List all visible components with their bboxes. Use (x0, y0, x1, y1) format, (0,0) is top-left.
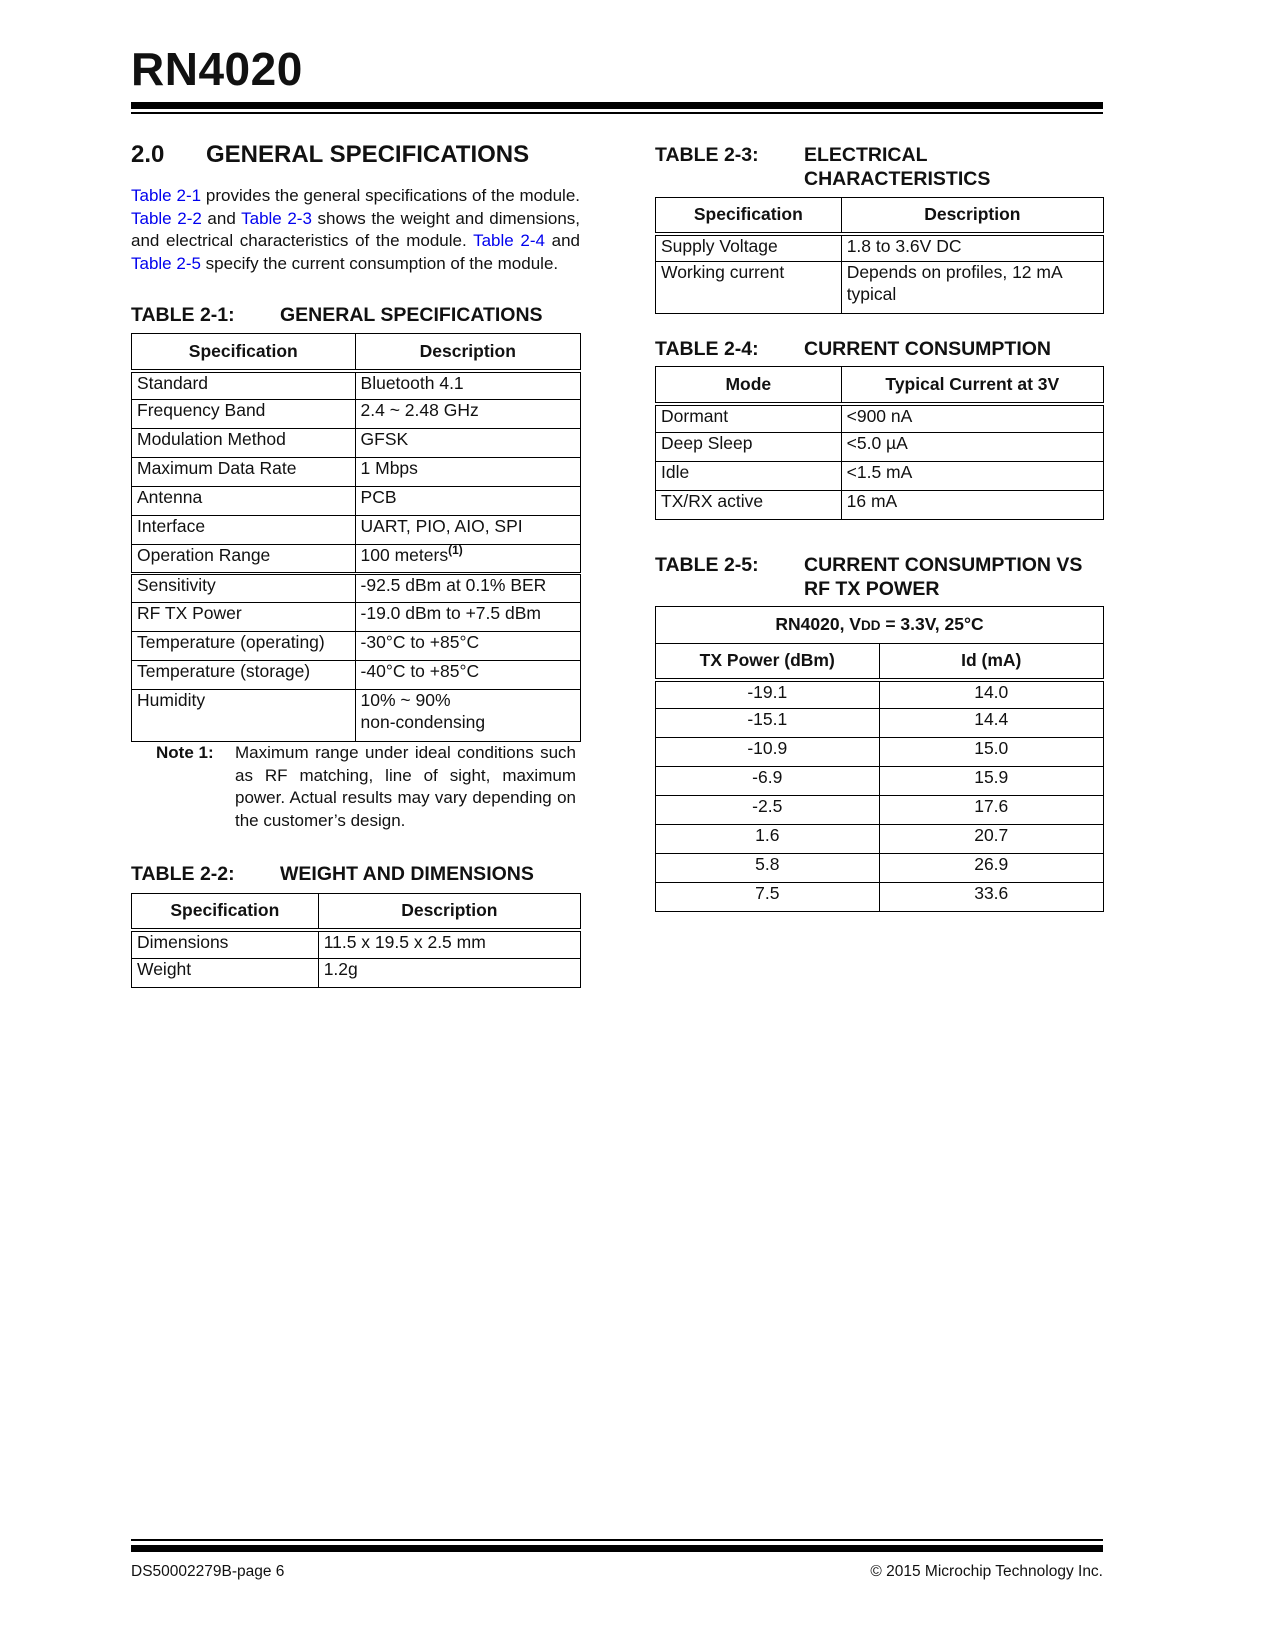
table-cell: -15.1 (656, 709, 880, 738)
table-cell (841, 262, 1103, 314)
table-cell: Weight (132, 959, 319, 988)
intro-text: and (201, 208, 242, 228)
table-cell: Interface (132, 516, 356, 545)
table-cell: -92.5 dBm at 0.1% BER (355, 574, 580, 603)
column-header: Description (355, 334, 580, 371)
footer-rule-thin (131, 1539, 1103, 1541)
table-2-5-caption (655, 553, 1104, 603)
table-2-2-caption (131, 862, 580, 888)
table-row (656, 491, 1104, 520)
intro-text: specify the current consumption of the module. (200, 253, 559, 273)
table-cell: 14.4 (879, 709, 1103, 738)
intro-text: and (544, 231, 581, 250)
table-cell: -19.0 dBm to +7.5 dBm (355, 603, 580, 632)
table-cell: 14.0 (879, 680, 1103, 709)
table-cell: Supply Voltage (656, 234, 842, 262)
table-cell: Maximum Data Rate (132, 458, 356, 487)
table-cell: Temperature (storage) (132, 661, 356, 690)
table-2-3-caption (655, 143, 1104, 193)
table-cell: 1.2g (318, 959, 580, 988)
footnote-ref[interactable]: (1) (448, 543, 463, 558)
table-cell: Deep Sleep (656, 433, 842, 462)
table-row (132, 516, 581, 545)
table-cell: Dimensions (132, 930, 319, 959)
intro-text: provides the general specifications of the module. (201, 186, 580, 205)
table-cell: 2.4 ~ 2.48 GHz (355, 400, 580, 429)
title-line: CHARACTERISTICS (804, 168, 991, 190)
footer-copyright: © 2015 Microchip Technology Inc. (870, 1563, 1103, 1580)
section-heading (131, 141, 529, 169)
table-row (132, 574, 581, 603)
table-cell: Temperature (operating) (132, 632, 356, 661)
cell-text: 10% ~ 90% (360, 690, 451, 710)
column-header: Description (318, 894, 580, 930)
note-text: Maximum range under ideal conditions such as RF matching, line of sight, maximum power. Actual results may vary depending on the customer’s design. (235, 743, 576, 830)
table-2-1 (131, 333, 581, 742)
table-row (132, 545, 581, 574)
table-cell: -6.9 (656, 767, 880, 796)
table-label: TABLE 2-2: (131, 863, 235, 885)
condition-header (656, 607, 1104, 644)
table-row (656, 709, 1104, 738)
table-cell: 26.9 (879, 854, 1103, 883)
table-cell: 15.9 (879, 767, 1103, 796)
table-cell: Operation Range (132, 545, 356, 574)
table-row (656, 796, 1104, 825)
table-cell: <1.5 mA (841, 462, 1103, 491)
table-header-row (132, 334, 581, 371)
cell-text: Depends on profiles, 12 mA (846, 262, 1063, 282)
table-row (656, 738, 1104, 767)
table-row (656, 234, 1104, 262)
link-table-2-5[interactable]: Table 2-5 (131, 253, 201, 273)
table-title (804, 143, 990, 191)
table-cell: 33.6 (879, 883, 1103, 912)
table-row (132, 661, 581, 690)
table-cell: Standard (132, 371, 356, 400)
table-row (656, 462, 1104, 491)
table-row (132, 959, 581, 988)
table-label: TABLE 2-5: (655, 554, 759, 576)
table-cell: 11.5 x 19.5 x 2.5 mm (318, 930, 580, 959)
table-cell: Frequency Band (132, 400, 356, 429)
table-cell: -40°C to +85°C (355, 661, 580, 690)
table-row (132, 487, 581, 516)
table-cell: 1.8 to 3.6V DC (841, 234, 1103, 262)
table-row (656, 404, 1104, 433)
table-cell: -19.1 (656, 680, 880, 709)
table-row (656, 680, 1104, 709)
table-header-row (656, 644, 1104, 680)
table-cell: 1.6 (656, 825, 880, 854)
table-cell: Antenna (132, 487, 356, 516)
table-title (804, 553, 1082, 601)
title-line: RF TX POWER (804, 578, 940, 600)
table-cell: 16 mA (841, 491, 1103, 520)
table-row (656, 767, 1104, 796)
table-cell (355, 545, 580, 574)
column-header: Typical Current at 3V (841, 367, 1103, 404)
table-row (132, 632, 581, 661)
table-row (656, 883, 1104, 912)
table-row (132, 429, 581, 458)
link-table-2-1[interactable]: Table 2-1 (131, 186, 202, 205)
cell-text: typical (846, 283, 897, 304)
table-cell: Bluetooth 4.1 (355, 371, 580, 400)
table-cell: <5.0 µA (841, 433, 1103, 462)
table-row (132, 690, 581, 742)
table-cell: 17.6 (879, 796, 1103, 825)
table-cell: 20.7 (879, 825, 1103, 854)
table-header-row (656, 367, 1104, 404)
table-row (656, 433, 1104, 462)
table-cell: Working current (656, 262, 842, 314)
cell-text: non-condensing (360, 711, 486, 732)
link-table-2-4[interactable]: Table 2-4 (473, 231, 545, 250)
table-label: TABLE 2-4: (655, 338, 759, 360)
column-header: Id (mA) (879, 644, 1103, 680)
table-row (656, 825, 1104, 854)
table-2-3 (655, 197, 1104, 314)
footer-rule-thick (131, 1545, 1103, 1552)
table-row (656, 262, 1104, 314)
table-cell: -10.9 (656, 738, 880, 767)
column-header: Description (841, 198, 1103, 234)
table-condition-row (656, 607, 1104, 644)
link-table-2-3[interactable]: Table 2-3 (241, 208, 312, 228)
table-row (132, 458, 581, 487)
condition-subscript: DD (860, 617, 881, 633)
table-cell: <900 nA (841, 404, 1103, 433)
table-cell: TX/RX active (656, 491, 842, 520)
table-cell: UART, PIO, AIO, SPI (355, 516, 580, 545)
link-table-2-2[interactable]: Table 2-2 (131, 208, 202, 228)
table-header-row (132, 894, 581, 930)
column-header: Specification (656, 198, 842, 234)
table-2-2 (131, 893, 581, 988)
table-2-4 (655, 366, 1104, 520)
table-cell: Humidity (132, 690, 356, 742)
intro-paragraph (131, 185, 580, 275)
table-cell: -2.5 (656, 796, 880, 825)
column-header: TX Power (dBm) (656, 644, 880, 680)
table-title: CURRENT CONSUMPTION (804, 338, 1051, 360)
table-cell: 5.8 (656, 854, 880, 883)
table-row (656, 854, 1104, 883)
section-title: GENERAL SPECIFICATIONS (206, 141, 530, 168)
table-header-row (656, 198, 1104, 234)
header-rule-thin (131, 112, 1103, 114)
table-2-1-caption (131, 303, 580, 329)
table-cell: Modulation Method (132, 429, 356, 458)
section-number: 2.0 (131, 141, 165, 168)
cell-text: 100 meters (360, 545, 449, 565)
table-row (132, 400, 581, 429)
table-row (132, 930, 581, 959)
table-title: GENERAL SPECIFICATIONS (280, 304, 543, 326)
table-cell: 1 Mbps (355, 458, 580, 487)
table-cell: Idle (656, 462, 842, 491)
table-cell: Dormant (656, 404, 842, 433)
table-2-5 (655, 606, 1104, 912)
table-cell: Sensitivity (132, 574, 356, 603)
intro-text: shows the weight and dimensions, and electrical characteristics of the module. (131, 208, 581, 250)
column-header: Specification (132, 334, 356, 371)
table-cell: 7.5 (656, 883, 880, 912)
column-header: Mode (656, 367, 842, 404)
table-title: WEIGHT AND DIMENSIONS (280, 863, 534, 885)
table-cell: -30°C to +85°C (355, 632, 580, 661)
table-row (132, 371, 581, 400)
table-cell: PCB (355, 487, 580, 516)
column-header: Specification (132, 894, 319, 930)
table-2-4-caption (655, 337, 1104, 363)
condition-text: RN4020, V (775, 613, 861, 634)
document-title: RN4020 (131, 43, 303, 95)
table-cell (355, 690, 580, 742)
table-cell: 15.0 (879, 738, 1103, 767)
table-label: TABLE 2-3: (655, 144, 759, 166)
footer-document-id: DS50002279B-page 6 (131, 1563, 285, 1580)
note-label: Note 1: (156, 743, 214, 762)
table-cell: RF TX Power (132, 603, 356, 632)
condition-text: = 3.3V, 25°C (880, 613, 984, 634)
table-row (132, 603, 581, 632)
header-rule-thick (131, 102, 1103, 109)
table-cell: GFSK (355, 429, 580, 458)
title-line: ELECTRICAL (804, 144, 928, 166)
table-label: TABLE 2-1: (131, 304, 235, 326)
title-line: CURRENT CONSUMPTION VS (804, 554, 1083, 576)
